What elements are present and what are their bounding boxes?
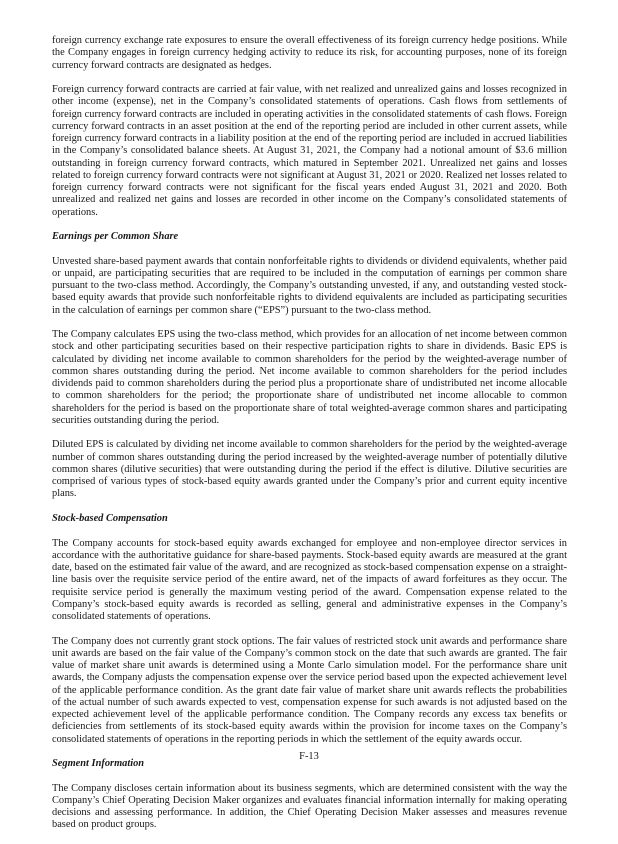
paragraph-stock-award-accounting: The Company accounts for stock-based equity awards exchanged for employee and non-employee director services in accordance with the authoritative guidance for share-based payments. Stock-based equity awards are measured at the grant date, based on the estimated fair value of the award, and are recognized as stock-based compensation expense on a straight-line basis over the requisite service period of the entire award, net of the impacts of award forfeitures as they occur. The requisite service period is generally the maximum vesting period of the award. Compensation expense related to the Company’s stock-based equity awards is recorded as selling, general and administrative expenses in the Company’s consolidated statements of operations. [52, 537, 567, 623]
section-heading-segment-information: Segment Information [52, 758, 145, 770]
paragraph-stock-award-valuation: The Company does not currently grant stock options. The fair values of restricted stock unit awards and performance share unit awards are based on the fair value of the Company’s common stock on the date that such awards are granted. The fair value of market share unit awards is determined using a Monte Carlo simulation model. For the performance share unit awards, the Company adjusts the compensation expense over the service period based upon the expected achievement level of the applicable performance condition. As the grant date fair value of market share unit awards reflects the probabilities of the actual number of such awards expected to vest, compensation expense for such awards is not adjusted based on the expected achievement level of the applicable performance condition. The Company records any excess tax benefits or deficiencies from settlements of its stock-based equity awards within the provision for income taxes on the Company’s consolidated statements of operations in the reporting periods in which the settlement of the equity awards occur. [52, 635, 567, 745]
paragraph-basic-eps: The Company calculates EPS using the two-class method, which provides for an allocation of net income between common stock and other participating securities based on their respective participation rights to share in dividends. Basic EPS is calculated by dividing net income available to common shareholders for the period by the weighted-average number of common shares outstanding during the period. Net income available to common shareholders for the period includes dividends paid to common shareholders during the period plus a proportionate share of undistributed net income allocable to common shareholders for the period; the proportionate share of undistributed net income allocable to common shareholders for the period is based on the proportionate share of total weighted-average common shares and participating securities outstanding during the period. [52, 329, 567, 426]
paragraph-diluted-eps: Diluted EPS is calculated by dividing net income available to common shareholders for the period by the weighted-average number of common shares outstanding during the period increased by the weighted-average number of potentially dilutive common shares (dilutive securities) that were outstanding during the period if the effect is dilutive. Dilutive securities are comprised of various types of stock-based equity awards granted under the Company’s prior and current equity incentive plans. [52, 439, 567, 500]
paragraph-forward-contracts: Foreign currency forward contracts are carried at fair value, with net realized and unrealized gains and losses recognized in other income (expense), net in the Company’s consolidated statements of operations. Cash flows from settlements of foreign currency forward contracts are included in operating activities in the consolidated statements of cash flows. Foreign currency forward contracts in an asset position at the end of the reporting period are included in other current assets, while foreign currency forward contracts in a liability position at the end of the reporting period are included in accrued liabilities in the Company’s consolidated balance sheets. At August 31, 2021, the Company had a notional amount of $3.6 million outstanding in foreign currency forward contracts, which matured in September 2021. Unrealized net gains and losses related to foreign currency forward contracts were not significant at August 31, 2021 or 2020. Realized net losses related to foreign currency forward contracts were not significant for the fiscal years ended August 31, 2021 and 2020. Both unrealized and realized net gains and losses are recorded in other income on the Company’s consolidated statements of operations. [52, 84, 567, 218]
paragraph-participating-securities: Unvested share-based payment awards that contain nonforfeitable rights to dividends or dividend equivalents, whether paid or unpaid, are participating securities that are required to be included in the computation of earnings per common share pursuant to the two-class method. Accordingly, the Company’s outstanding unvested, if any, and outstanding vested stock-based equity awards that provide such nonforfeitable rights to dividend equivalents are included as participating securities in the calculation of earnings per common share (“EPS”) pursuant to the two-class method. [52, 255, 567, 316]
paragraph-segment-disclosure: The Company discloses certain information about its business segments, which are determined consistent with the way the Company’s Chief Operating Decision Maker organizes and evaluates financial information internally for making operating decisions and assessing performance. In addition, the Chief Operating Decision Maker assesses and measures revenue based on product groups. [52, 782, 567, 831]
section-heading-earnings-per-share: Earnings per Common Share [52, 231, 179, 243]
section-heading-stock-based-compensation: Stock-based Compensation [52, 513, 168, 525]
document-page [52, 35, 567, 844]
paragraph-hedge-designation: foreign currency exchange rate exposures to ensure the overall effectiveness of its foreign currency hedge positions. While the Company engages in foreign currency hedging activity to reduce its risk, for accounting purposes, none of its foreign currency forward contracts are designated as hedges. [52, 35, 567, 71]
page-number: F-13 [299, 751, 319, 762]
